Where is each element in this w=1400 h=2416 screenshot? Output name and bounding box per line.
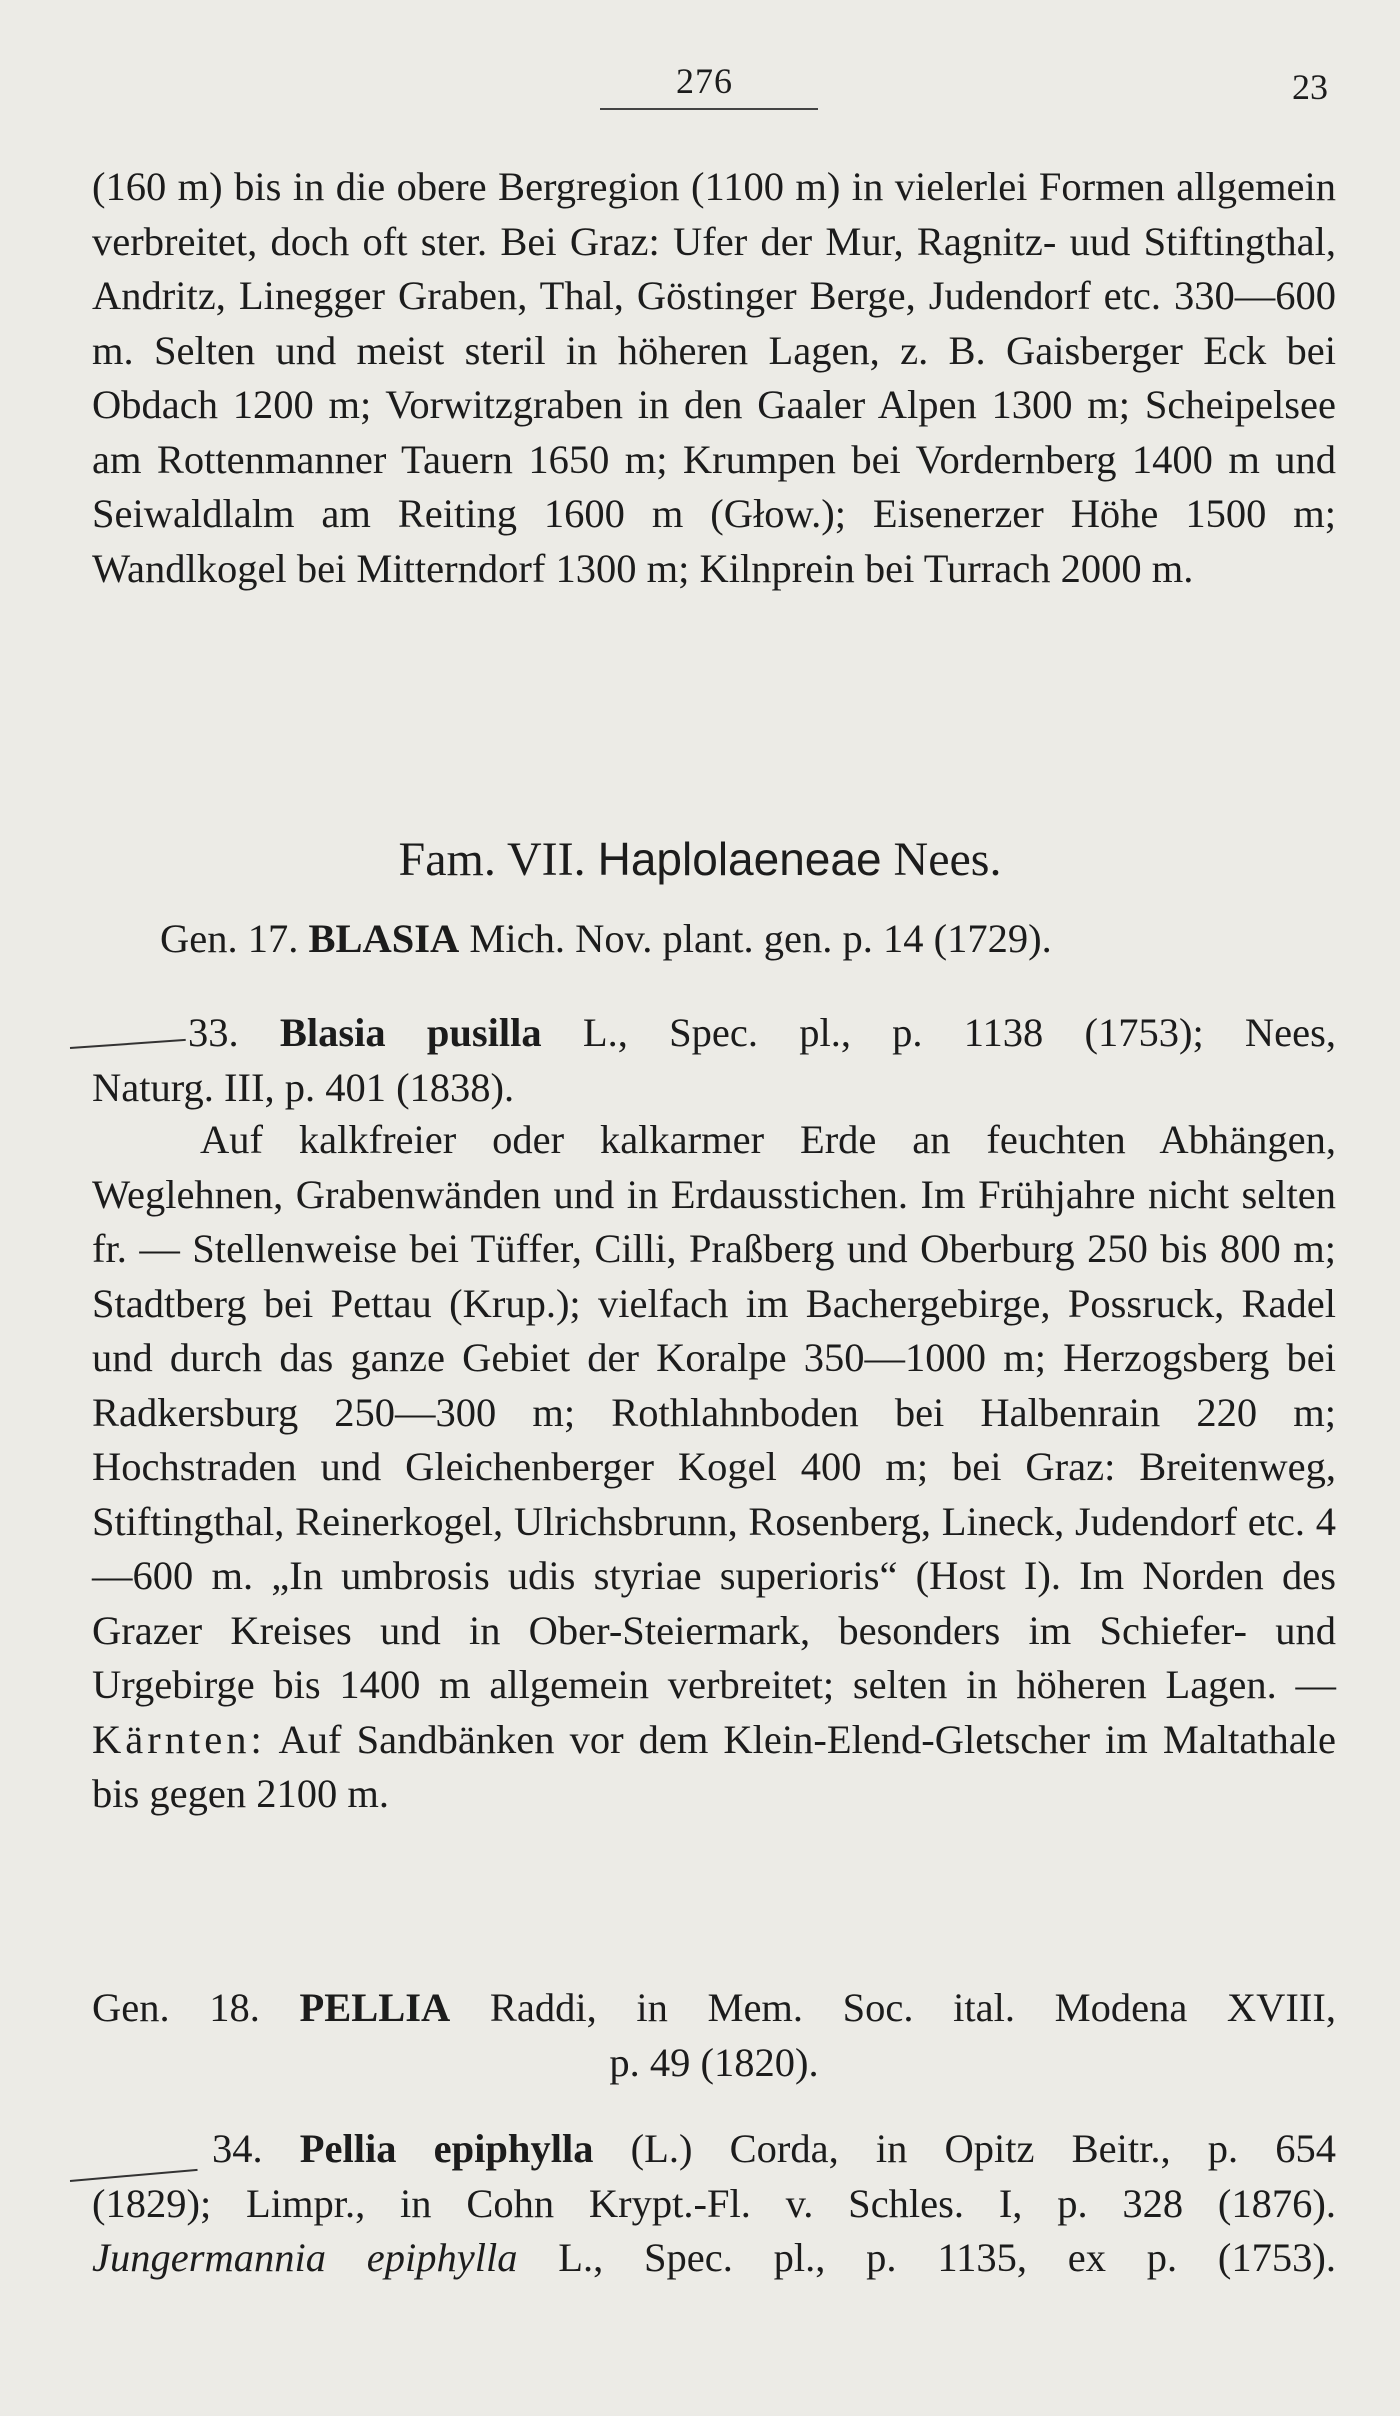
family-name: Haplolaeneae bbox=[597, 833, 882, 885]
genus-18-citation-2: p. 49 (1820). bbox=[609, 2039, 819, 2085]
species-33-heading bbox=[92, 1006, 1336, 1115]
genus-17-label: Gen. 17. bbox=[160, 916, 299, 961]
species-33-citation-1: L., Spec. pl., p. 1138 (1753); Nees, bbox=[582, 1010, 1337, 1055]
region-carinthia: Kärnten: bbox=[92, 1716, 266, 1762]
genus-18-label: Gen. 18. bbox=[92, 1985, 260, 2030]
species-33-citation-2: Naturg. III, p. 401 (1838). bbox=[92, 1064, 515, 1110]
species-34-heading bbox=[92, 2122, 1336, 2286]
genus-17-citation: Mich. Nov. plant. gen. p. 14 (1729). bbox=[469, 916, 1052, 961]
genus-17-heading bbox=[92, 912, 1336, 967]
species-34-citation-1: (L.) Corda, in Opitz Beitr., p. 654 bbox=[630, 2126, 1337, 2171]
species-33-number: 33. bbox=[188, 1010, 239, 1055]
intro-paragraph bbox=[92, 160, 1336, 596]
family-heading bbox=[0, 832, 1400, 887]
genus-18-citation-1: Raddi, in Mem. Soc. ital. Modena XVIII, bbox=[489, 1985, 1337, 2030]
page-header bbox=[0, 60, 1400, 120]
genus-17-name: BLASIA bbox=[308, 916, 460, 961]
species-33-paragraph bbox=[92, 1113, 1336, 1822]
species-33-text-tail: Auf Sandbänken vor dem Klein-Elend-Gletscher im Maltathale bis gegen 2100 m. bbox=[92, 1716, 1337, 1816]
species-33-name: Blasia pusilla bbox=[279, 1010, 542, 1055]
sheet-number: 23 bbox=[1292, 67, 1328, 107]
species-34-name: Pellia epiphylla bbox=[299, 2126, 594, 2171]
species-34-number: 34. bbox=[212, 2126, 263, 2171]
species-34-synonym-name: Jungermannia epiphylla bbox=[92, 2235, 518, 2280]
species-33-text: Auf kalkfreier oder kalkarmer Erde an feuchten Abhängen, Weglehnen, Grabenwänden und in Erdausstichen. Im Frühjahre nicht selten fr. — Stellenweise bei Tüffer, Cilli, Praßberg und Oberburg 250 bis 800 m; Stadtberg bei Pettau (Krup.); vielfach im Bachergebirge, Possruck, Radel und durch das ganze Gebiet der Koralpe 350—1000 m; Herzogsberg bei Radkersburg 250—300 m; Rothlahnboden bei Halbenrain 220 m; Hochstraden und Gleichenberger Kogel 400 m; bei Graz: Breitenweg, Stiftingthal, Reinerkogel, Ulrichsbrunn, Rosenberg, Lineck, Judendorf etc. 4—600 m. „In umbrosis udis styriae superioris“ (Host I). Im Norden des Grazer Kreises und in Ober-Steiermark, besonders im Schiefer- und Urgebirge bis 1400 m allgemein verbreitet; selten in höheren Lagen. — bbox=[92, 1117, 1336, 1707]
genus-18-heading bbox=[92, 1981, 1336, 2090]
species-34-citation-2: (1829); Limpr., in Cohn Krypt.-Fl. v. Schles. I, p. 328 (1876). bbox=[92, 2180, 1336, 2226]
page-number: 276 bbox=[676, 61, 733, 101]
family-prefix: Fam. VII. bbox=[398, 833, 586, 886]
species-34-synonym-citation: L., Spec. pl., p. 1135, ex p. (1753). bbox=[558, 2235, 1336, 2280]
family-author: Nees. bbox=[893, 833, 1002, 886]
intro-text: (160 m) bis in die obere Bergregion (1100 m) in vielerlei Formen allgemein verbreitet, doch oft ster. Bei Graz: Ufer der Mur, Ragnitz- uud Stiftingthal, Andritz, Linegger Graben, Thal, Göstinger Berge, Judendorf etc. 330—600 m. Selten und meist steril in höheren Lagen, z. B. Gaisberger Eck bei Obdach 1200 m; Vorwitzgraben in den Gaaler Alpen 1300 m; Scheipelsee am Rottenmanner Tauern 1650 m; Krumpen bei Vordernberg 1400 m und Seiwaldlalm am Reiting 1600 m (Głow.); Eisenerzer Höhe 1500 m; Wandlkogel bei Mitterndorf 1300 m; Kilnprein bei Turrach 2000 m. bbox=[92, 164, 1336, 591]
genus-18-name: PELLIA bbox=[299, 1985, 451, 2030]
header-rule bbox=[600, 108, 818, 110]
